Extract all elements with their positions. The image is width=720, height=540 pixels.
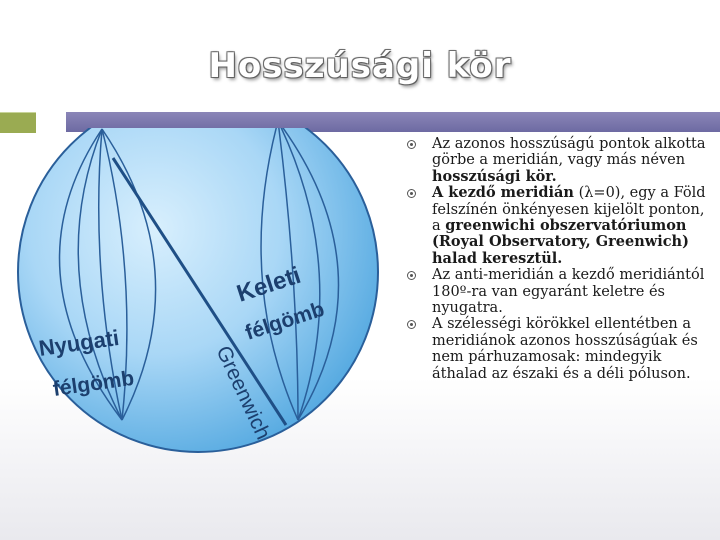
bullet-item-4 bbox=[407, 316, 712, 382]
label-east-1: Keleti bbox=[233, 261, 305, 308]
circle-bullet-icon bbox=[407, 189, 416, 198]
bullet-2-text: (λ=0), egy a Föld felszínén önkényesen kijelölt ponton, a bbox=[432, 185, 706, 235]
circle-bullet-icon bbox=[407, 320, 416, 329]
bullet-1-text: Az azonos hosszúságú pontok alkotta görbe a meridián, vagy más néven bbox=[432, 136, 706, 169]
circle-bullet-icon bbox=[407, 140, 416, 149]
label-greenwich: Greenwich bbox=[211, 342, 275, 444]
bullet-item-2 bbox=[407, 185, 712, 267]
bullet-list bbox=[407, 136, 712, 382]
bullet-1-bold: hosszúsági kör. bbox=[432, 167, 557, 185]
bullet-3-text: Az anti-meridián a kezdő meridiántól 180º-ra van egyaránt keletre és nyugatra. bbox=[432, 267, 705, 317]
label-east-2: félgömb bbox=[242, 297, 328, 345]
bullet-item-1 bbox=[407, 136, 712, 185]
bullet-item-3 bbox=[407, 267, 712, 316]
globe-diagram bbox=[0, 128, 400, 540]
slide-title: Hosszúsági kör bbox=[208, 46, 512, 86]
bullet-2-bold-1: A kezdő meridián bbox=[432, 184, 574, 202]
circle-bullet-icon bbox=[407, 271, 416, 280]
label-west-2: félgömb bbox=[51, 366, 136, 401]
bullet-4-text: A szélességi körökkel ellentétben a meridiánok azonos hosszúságúak és nem párhuzamosak: mindegyik áthalad az északi és a déli póluson. bbox=[432, 316, 698, 382]
label-west-1: Nyugati bbox=[37, 324, 121, 361]
bullet-2-bold-2: greenwichi obszervatóriumon (Royal Observatory, Greenwich) halad keresztül. bbox=[432, 217, 689, 267]
